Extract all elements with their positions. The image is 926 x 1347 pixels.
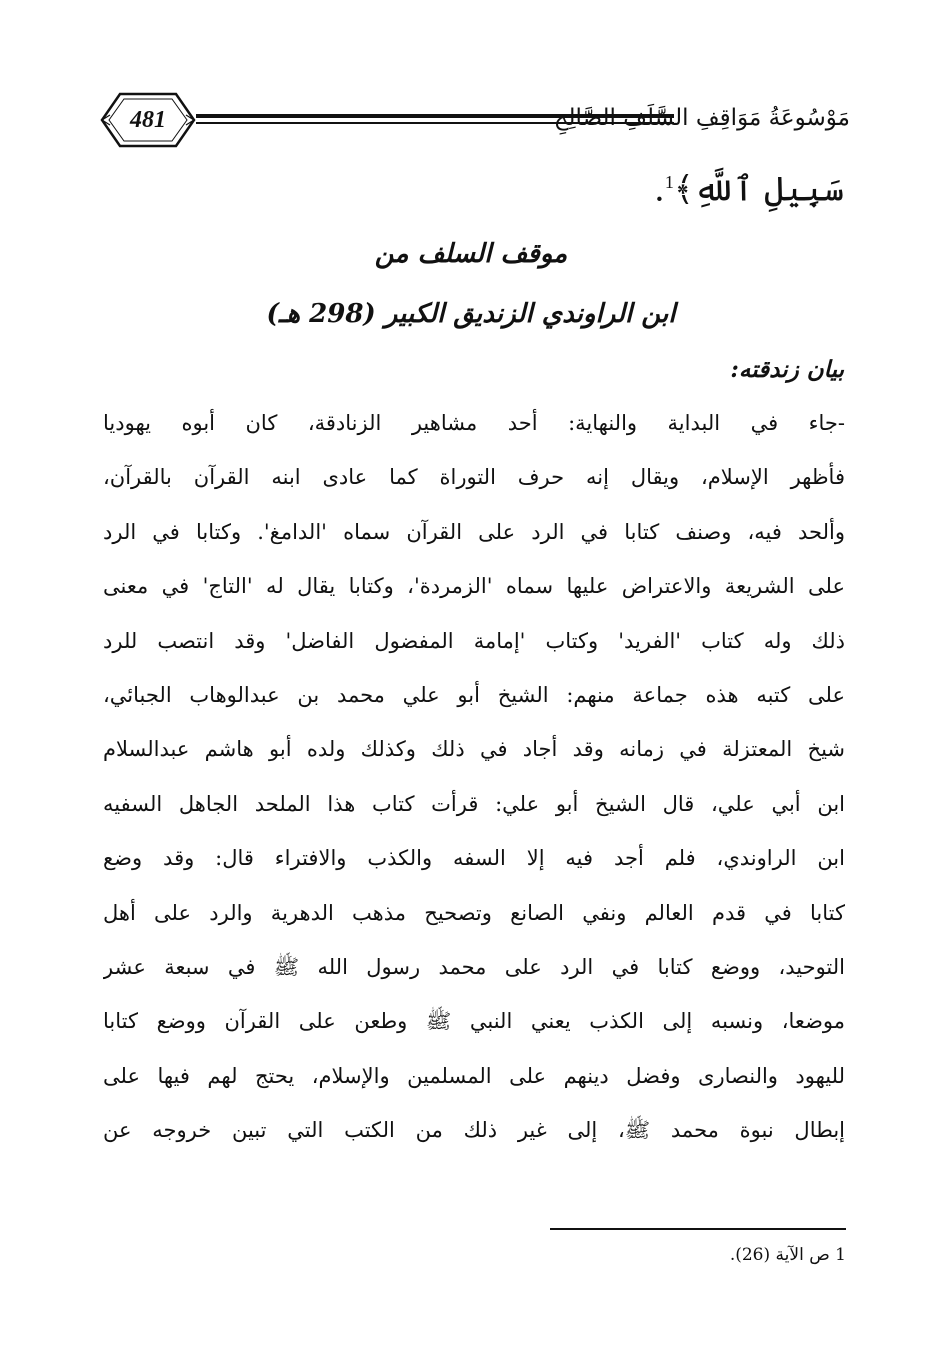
body-line: ابن الراوندي، فلم أجد فيه إلا السفه والكذب والافتراء قال: وقد وضع [103, 846, 845, 871]
body-line: ابن أبي علي، قال الشيخ أبو علي: قرأت كتاب هذا الملحد الجاهل السفيه [103, 791, 845, 816]
body-line: التوحيد، ووضع كتابا في الرد على محمد رسول الله ﷺ في سبعة عشر [103, 954, 845, 979]
body-line: فأظهر الإسلام، ويقال إنه حرف التوراة كما عادى ابنه القرآن بالقرآن، [103, 465, 845, 490]
section-title-line-2: ابن الراوندي الزنديق الكبير (298 هـ) [266, 299, 676, 329]
page-number: 481 [130, 107, 166, 133]
body-line: على الشريعة والاعتراض عليها سماه 'الزمردة'، وكتابا يقال له 'التاج' في معنى [103, 574, 845, 599]
body-line: ذلك وله كتاب 'الفريد' وكتاب 'إمامة المفضول الفاضل' وقد انتصب للرد [103, 628, 845, 653]
series-title: مَوْسُوعَةُ مَوَاقِفِ السَّلَفِ الصَّالِحِ [553, 105, 850, 131]
body-line: على كتبه هذه جماعة منهم: الشيخ أبو علي محمد بن عبدالوهاب الجبائي، [103, 682, 845, 707]
page-number-badge [100, 92, 196, 148]
body-line: شيخ المعتزلة في زمانه وقد أجاد في ذلك وكذلك ولده أبو هاشم عبدالسلام [103, 737, 845, 762]
footnote-separator [550, 1228, 846, 1230]
section-title-line-1: موقف السلف من [374, 239, 568, 269]
footnote [730, 1240, 846, 1270]
footnote-ref[interactable]: 1 [664, 172, 674, 192]
body-line: إبطال نبوة محمد ﷺ، إلى غير ذلك من الكتب التي تبين خروجه عن [103, 1118, 845, 1143]
continuation-line [654, 152, 844, 212]
body-text [103, 396, 845, 1157]
footnote-number: 1 [835, 1245, 846, 1265]
body-line: -جاء في البداية والنهاية: أحد مشاهير الزنادقة، كان أبوه يهوديا [103, 411, 845, 435]
page-header [100, 92, 850, 148]
body-line: موضعا، ونسبه إلى الكذب يعني النبي ﷺ وطعن على القرآن ووضع كتابا [103, 1009, 845, 1034]
body-line: كتابا في قدم العالم ونفي الصانع وتصحيح مذهب الدهرية والرد على أهل [103, 900, 845, 925]
body-line: لليهود والنصارى وفضل دينهم على المسلمين والإسلام، يحتج لهم فيها على [103, 1063, 845, 1088]
body-line: وألحد فيه، وصنف كتابا في الرد على القرآن سماه 'الدامغ'. وكتابا في الرد [103, 519, 845, 544]
continuation-trail: . [654, 169, 665, 210]
footnote-text: ص الآية (26). [729, 1245, 830, 1265]
subsection-heading: بيان زندقته: [730, 356, 844, 383]
continuation-text: سَبِيلِ ٱللَّهِ﴾ [673, 169, 844, 210]
